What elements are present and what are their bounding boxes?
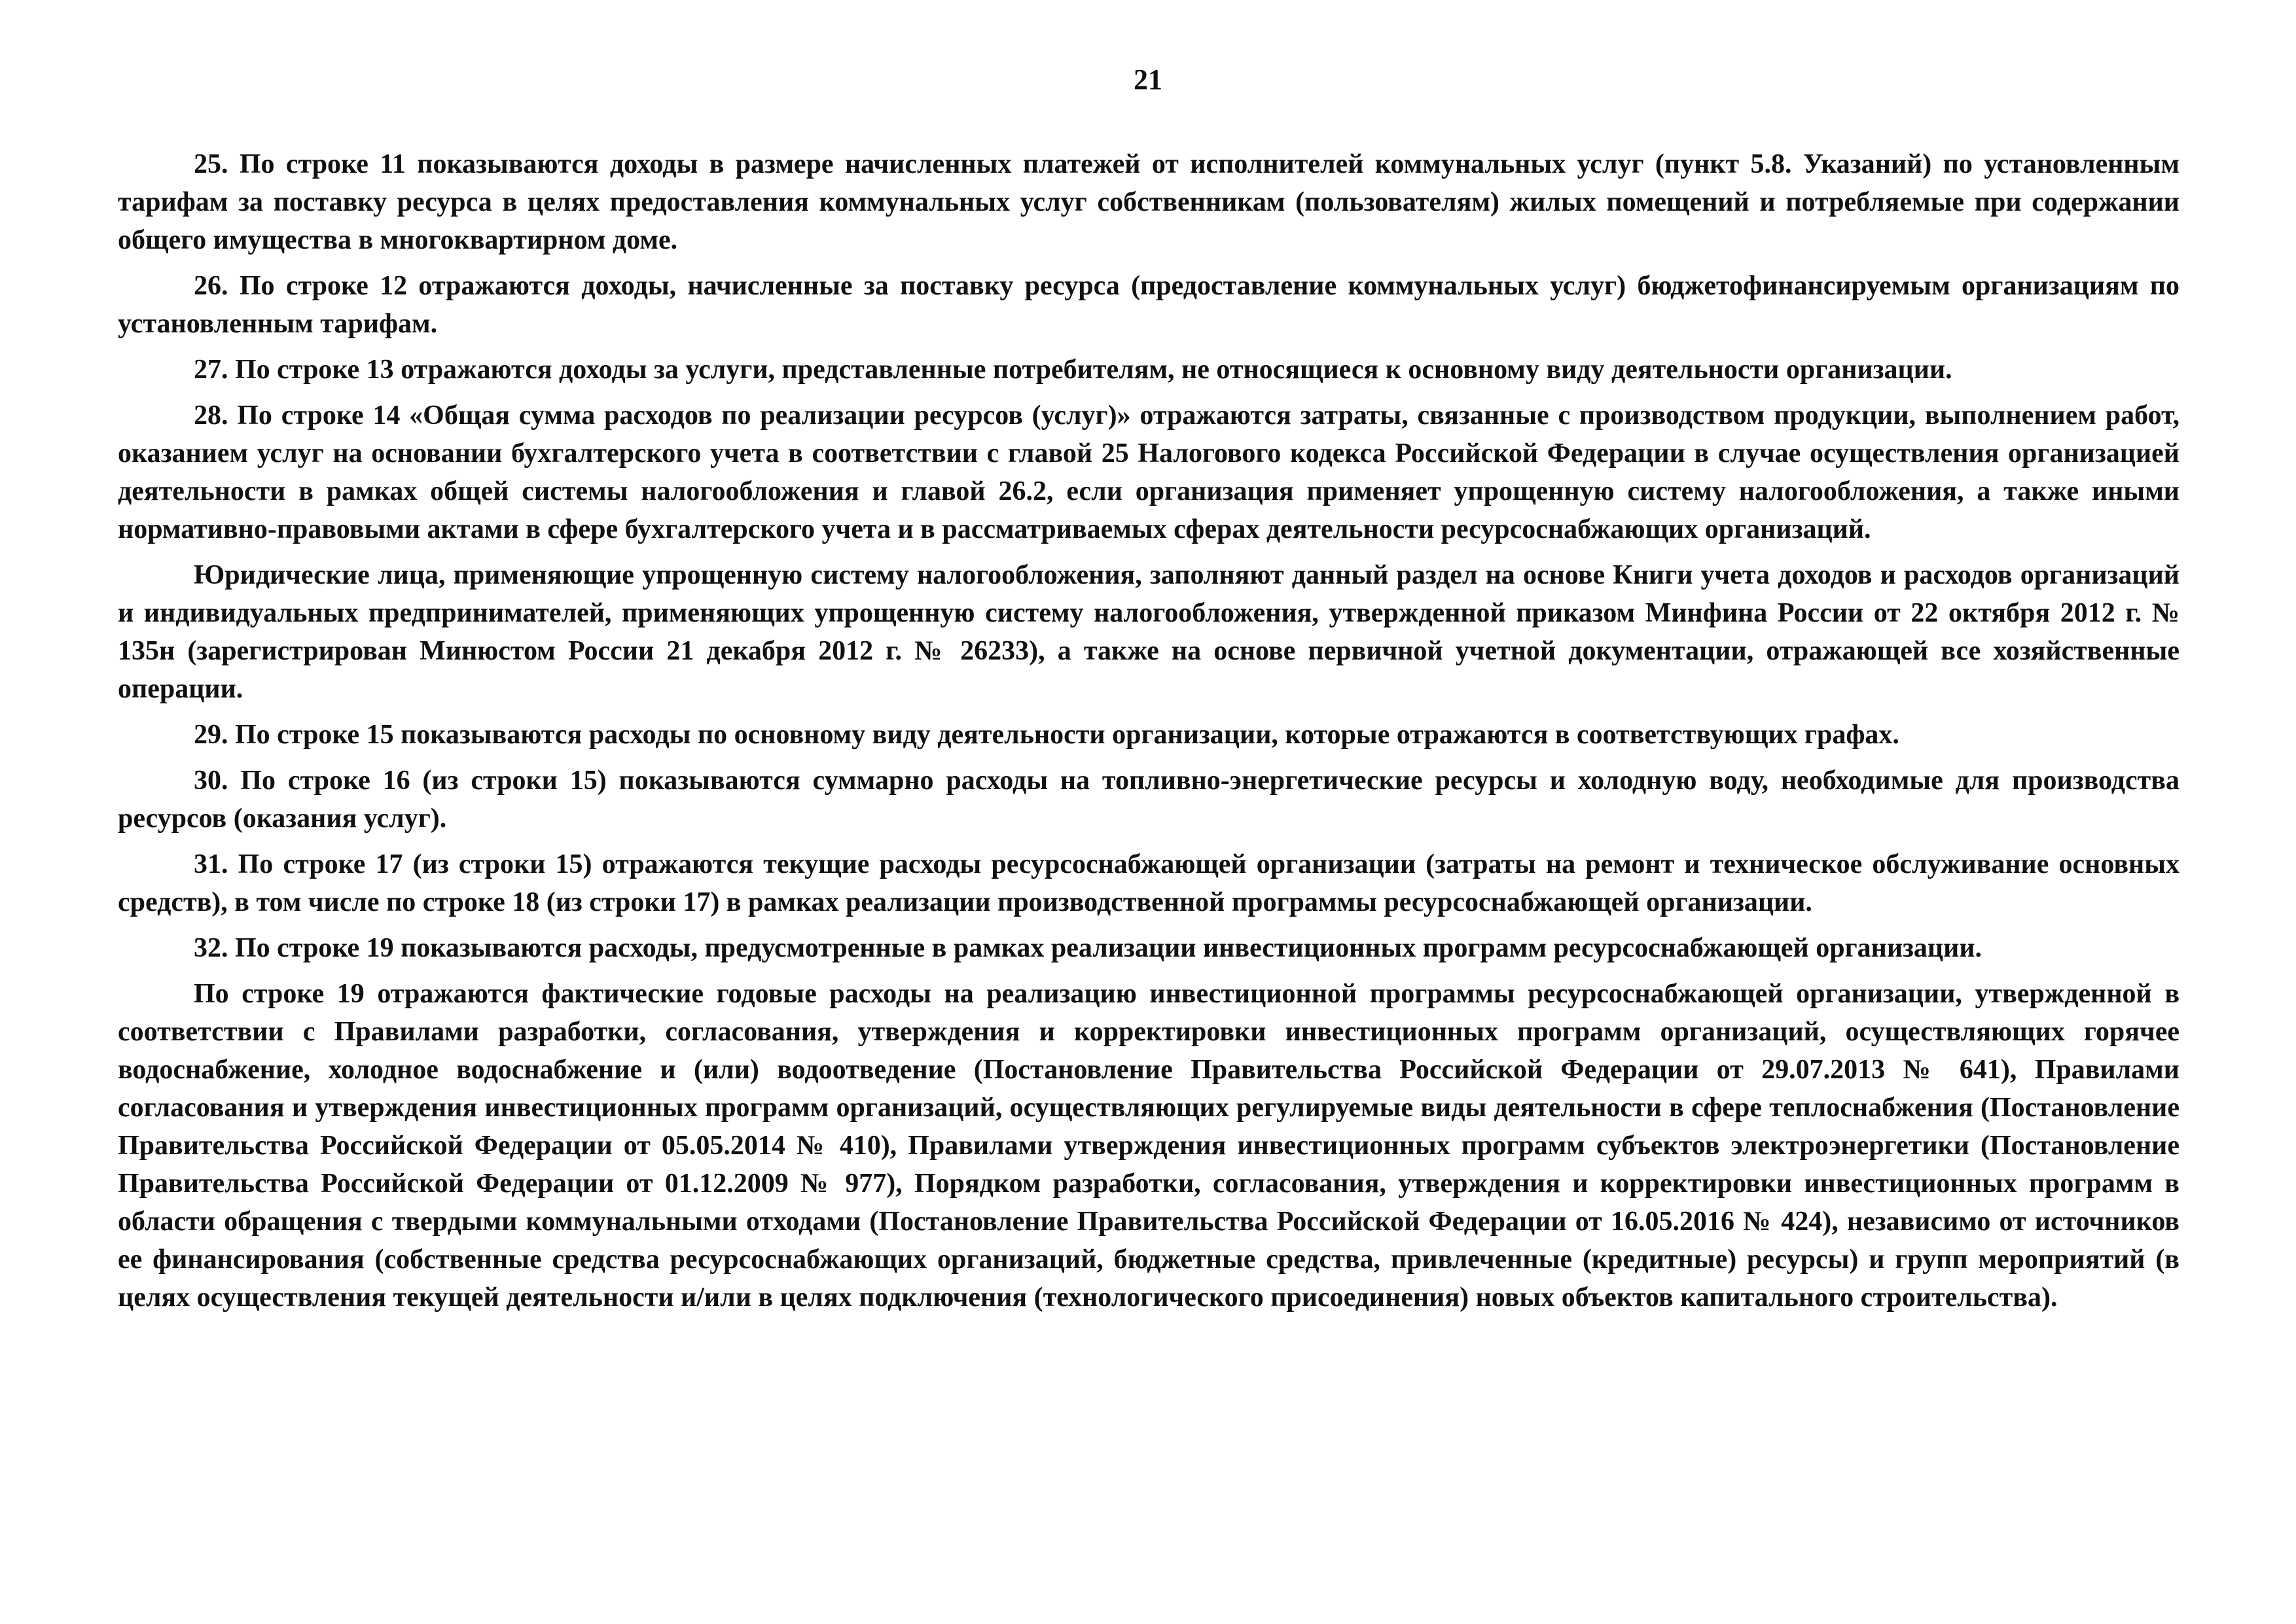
paragraph-32-continuation: По строке 19 отражаются фактические годовые расходы на реализацию инвестиционной программы ресурсоснабжающей организации, утвержденной в соответствии с Правилами разработки, согласования, утверждения и корректировки инвестиционных программ организаций, осуществляющих горячее водоснабжение, холодное водоснабжение и (или) водоотведение (Постановление Правительства Российской Федерации от 29.07.2013 № 641), Правилами согласования и утверждения инвестиционных программ организаций, осуществляющих регулируемые виды деятельности в сфере теплоснабжения (Постановление Правительства Российской Федерации от 05.05.2014 № 410), Правилами утверждения инвестиционных программ субъектов электроэнергетики (Постановление Правительства Российской Федерации от 01.12.2009 № 977), Порядком разработки, согласования, утверждения и корректировки инвестиционных программ в области обращения с твердыми коммунальными отходами (Постановление Правительства Российской Федерации от 16.05.2016 № 424), независимо от источников ее финансирования (собственные средства ресурсоснабжающих организаций, бюджетные средства, привлеченные (кредитные) ресурсы) и групп мероприятий (в целях осуществления текущей деятельности и/или в целях подключения (технологического присоединения) новых объектов капитального строительства).	[118, 979, 2179, 1313]
paragraph-32: 32. По строке 19 показываются расходы, предусмотренные в рамках реализации инвестиционных программ ресурсоснабжающей организации.	[194, 933, 1982, 963]
paragraph-27: 27. По строке 13 отражаются доходы за услуги, представленные потребителям, не относящиеся к основному виду деятельности организации.	[194, 355, 1952, 385]
page-number: 21	[1134, 63, 1162, 96]
paragraph-28: 28. По строке 14 «Общая сумма расходов по реализации ресурсов (услуг)» отражаются затраты, связанные с производством продукции, выполнением работ, оказанием услуг на основании бухгалтерского учета в соответствии с главой 25 Налогового кодекса Российской Федерации в случае осуществления организацией деятельности в рамках общей системы налогообложения и главой 26.2, если организация применяет упрощенную систему налогообложения, а также иными нормативно-правовыми актами в сфере бухгалтерского учета и в рассматриваемых сферах деятельности ресурсоснабжающих организаций.	[118, 400, 2179, 544]
paragraph-31: 31. По строке 17 (из строки 15) отражаются текущие расходы ресурсоснабжающей организации (затраты на ремонт и техническое обслуживание основных средств), в том числе по строке 18 (из строки 17) в рамках реализации производственной программы ресурсоснабжающей организации.	[118, 849, 2179, 917]
paragraph-29: 29. По строке 15 показываются расходы по основному виду деятельности организации, которые отражаются в соответствующих графах.	[194, 720, 1899, 750]
paragraph-30: 30. По строке 16 (из строки 15) показываются суммарно расходы на топливно-энергетические ресурсы и холодную воду, необходимые для производства ресурсов (оказания услуг).	[118, 766, 2179, 834]
paragraph-28-continuation: Юридические лица, применяющие упрощенную систему налогообложения, заполняют данный раздел на основе Книги учета доходов и расходов организаций и индивидуальных предпринимателей, применяющих упрощенную систему налогообложения, утвержденной приказом Минфина России от 22 октября 2012 г. № 135н (зарегистрирован Минюстом России 21 декабря 2012 г. № 26233), а также на основе первичной учетной документации, отражающей все хозяйственные операции.	[118, 560, 2179, 704]
document-body	[118, 145, 2179, 1320]
paragraph-25: 25. По строке 11 показываются доходы в размере начисленных платежей от исполнителей коммунальных услуг (пункт 5.8. Указаний) по установленным тарифам за поставку ресурса в целях предоставления коммунальных услуг собственникам (пользователям) жилых помещений и потребляемые при содержании общего имущества в многоквартирном доме.	[118, 149, 2179, 255]
paragraph-26: 26. По строке 12 отражаются доходы, начисленные за поставку ресурса (предоставление коммунальных услуг) бюджетофинансируемым организациям по установленным тарифам.	[118, 271, 2179, 339]
